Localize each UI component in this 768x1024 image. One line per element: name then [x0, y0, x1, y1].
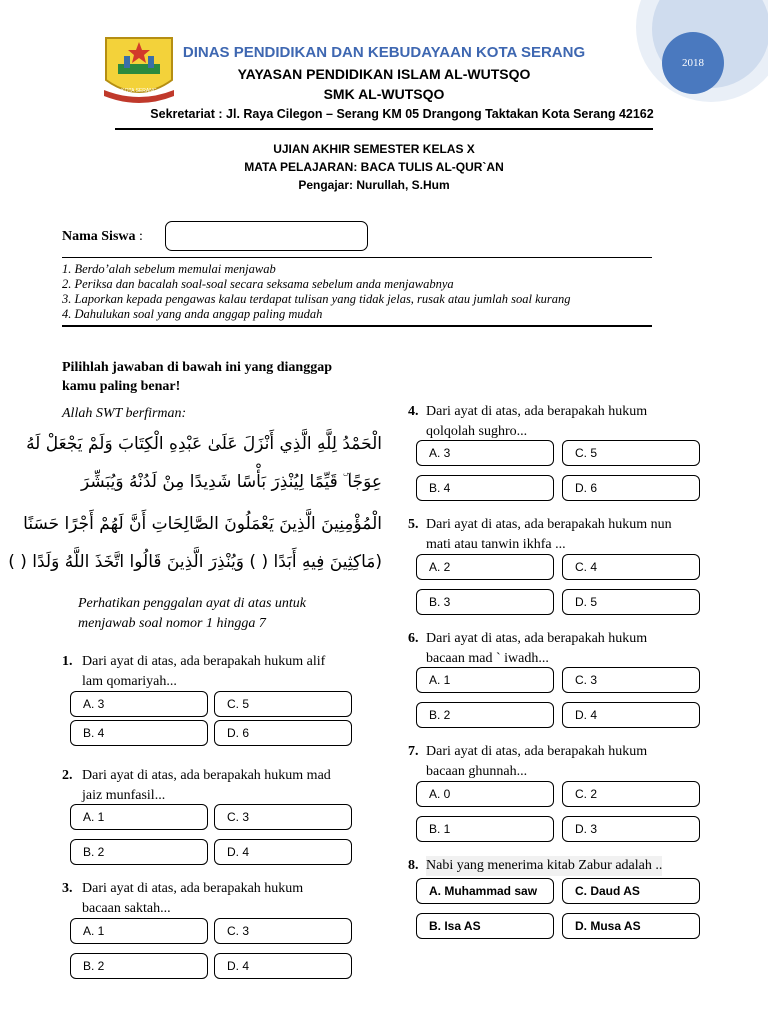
school-title: SMK AL-WUTSQO — [323, 86, 445, 102]
header-divider — [115, 128, 653, 130]
q6-option-b[interactable]: B. 2 — [416, 702, 554, 728]
instruction-4: 4. Dahulukan soal yang anda anggap paling mudah — [62, 307, 323, 321]
question-2: 2. Dari ayat di atas, ada berapakah hukum mad jaiz munfasil... — [62, 768, 331, 803]
question-6: 6. Dari ayat di atas, ada berapakah hukum bacaan mad ` iwadh... — [408, 631, 648, 666]
exam-title: UJIAN AKHIR SEMESTER KELAS X — [273, 142, 475, 156]
q4-option-a[interactable]: A. 3 — [416, 440, 554, 466]
question-5: 5. Dari ayat di atas, ada berapakah hukum nun mati atau tanwin ikhfa ... — [408, 517, 672, 552]
year-badge: 2018 — [662, 32, 724, 94]
instructions-divider-top — [62, 257, 652, 258]
verse-line-1: الْحَمْدُ لِلَّهِ الَّذِي أَنْزَلَ عَلَىٰ عَبْدِهِ الْكِتَابَ وَلَمْ يَجْعَلْ لَهُ — [26, 434, 382, 454]
q8-option-c[interactable]: C. Daud AS — [562, 878, 700, 904]
q2-option-b[interactable]: B. 2 — [70, 839, 208, 865]
q3-option-c[interactable]: C. 3 — [214, 918, 352, 944]
q7-option-c[interactable]: C. 2 — [562, 781, 700, 807]
verse-line-4: (مَاكِثِينَ فِيهِ أَبَدًا ( ) وَيُنْذِرَ الَّذِينَ قَالُوا اتَّخَذَ اللَّهُ وَلَدًا ( ) — [8, 552, 382, 572]
intro-instruction: Pilihlah jawaban di bawah ini yang dianggap kamu paling benar! — [62, 360, 332, 394]
q6-option-c[interactable]: C. 3 — [562, 667, 700, 693]
address: Sekretariat : Jl. Raya Cilegon – Serang KM 05 Drangong Taktakan Kota Serang 42162 — [150, 107, 654, 121]
q4-option-d[interactable]: D. 6 — [562, 475, 700, 501]
q6-option-a[interactable]: A. 1 — [416, 667, 554, 693]
q3-option-d[interactable]: D. 4 — [214, 953, 352, 979]
q4-option-b[interactable]: B. 4 — [416, 475, 554, 501]
q2-option-a[interactable]: A. 1 — [70, 804, 208, 830]
q1-option-d[interactable]: D. 6 — [214, 720, 352, 746]
verse-line-3: الْمُؤْمِنِينَ الَّذِينَ يَعْمَلُونَ الصَّالِحَاتِ أَنَّ لَهُمْ أَجْرًا حَسَنًا — [23, 514, 382, 534]
q5-option-d[interactable]: D. 5 — [562, 589, 700, 615]
allah-says: Allah SWT berfirman: — [62, 406, 187, 421]
q2-option-c[interactable]: C. 3 — [214, 804, 352, 830]
student-name-label: Nama Siswa : — [62, 229, 143, 244]
q5-option-b[interactable]: B. 3 — [416, 589, 554, 615]
instructions-divider-bottom — [62, 325, 652, 327]
instruction-3: 3. Laporkan kepada pengawas kalau terdapat tulisan yang tidak jelas, rusak atau jumlah soal kurang — [62, 292, 571, 306]
q8-option-a[interactable]: A. Muhammad saw — [416, 878, 554, 904]
question-4: 4. Dari ayat di atas, ada berapakah hukum qolqolah sughro... — [408, 404, 648, 439]
q1-option-a[interactable]: A. 3 — [70, 691, 208, 717]
foundation-title: YAYASAN PENDIDIKAN ISLAM AL-WUTSQO — [237, 66, 531, 82]
q1-option-b[interactable]: B. 4 — [70, 720, 208, 746]
q8-option-b[interactable]: B. Isa AS — [416, 913, 554, 939]
q1-option-c[interactable]: C. 5 — [214, 691, 352, 717]
q7-option-a[interactable]: A. 0 — [416, 781, 554, 807]
question-3: 3. Dari ayat di atas, ada berapakah hukum bacaan saktah... — [62, 881, 304, 916]
instruction-2: 2. Periksa dan bacalah soal-soal secara seksama sebelum anda menjawabnya — [62, 277, 454, 291]
q6-option-d[interactable]: D. 4 — [562, 702, 700, 728]
q5-option-c[interactable]: C. 4 — [562, 554, 700, 580]
q2-option-d[interactable]: D. 4 — [214, 839, 352, 865]
q3-option-b[interactable]: B. 2 — [70, 953, 208, 979]
q7-option-d[interactable]: D. 3 — [562, 816, 700, 842]
agency-title: DINAS PENDIDIKAN DAN KEBUDAYAAN KOTA SERANG — [182, 44, 586, 61]
verse-line-2: عِوَجًا ۜ قَيِّمًا لِيُنْذِرَ بَأْسًا شَدِيدًا مِنْ لَدُنْهُ وَيُبَشِّرَ — [80, 472, 382, 492]
verse-note: Perhatikan penggalan ayat di atas untuk menjawab soal nomor 1 hingga 7 — [78, 596, 306, 631]
q3-option-a[interactable]: A. 1 — [70, 918, 208, 944]
question-1: 1. Dari ayat di atas, ada berapakah hukum alif lam qomariyah... — [62, 654, 326, 689]
q7-option-b[interactable]: B. 1 — [416, 816, 554, 842]
question-7: 7. Dari ayat di atas, ada berapakah hukum bacaan ghunnah... — [408, 744, 648, 779]
question-8: 8. Nabi yang menerima kitab Zabur adalah .. — [408, 856, 708, 876]
instruction-1: 1. Berdo’alah sebelum memulai menjawab — [62, 262, 276, 276]
subject-title: MATA PELAJARAN: BACA TULIS AL-QUR`AN — [244, 160, 504, 174]
teacher-name: Pengajar: Nurullah, S.Hum — [298, 178, 450, 192]
q8-option-d[interactable]: D. Musa AS — [562, 913, 700, 939]
logo-text: KOTA SERANG — [121, 88, 157, 94]
student-name-field[interactable] — [165, 221, 368, 251]
q4-option-c[interactable]: C. 5 — [562, 440, 700, 466]
q5-option-a[interactable]: A. 2 — [416, 554, 554, 580]
